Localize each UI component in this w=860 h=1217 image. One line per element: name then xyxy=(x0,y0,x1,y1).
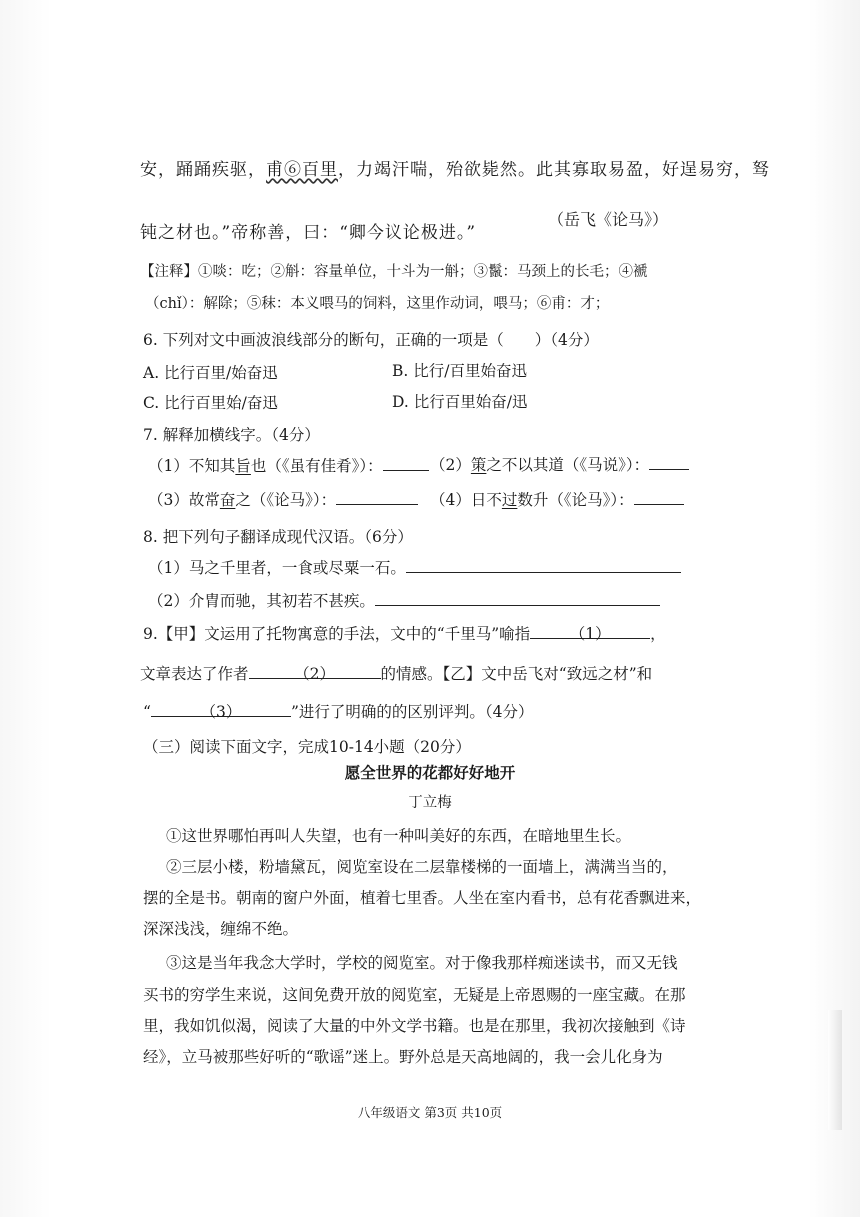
q6-option-a: A. 比行百里/始奋迅 xyxy=(143,364,278,382)
q7-item-3: （3）故常奋之（《论马》）： xyxy=(148,490,418,510)
q6-option-d: D. 比行百里始奋/迅 xyxy=(392,393,528,411)
paragraph-2-line-2: 摆的全是书。朝南的窗户外面，植着七里香。人坐在室内看书，总有花香飘进来， xyxy=(143,889,702,907)
paragraph-3-line-1: ③这是当年我念大学时，学校的阅览室。对于像我那样痴迷读书，而又无钱 xyxy=(166,954,678,972)
question-9-line-1: 9.【甲】文运用了托物寓意的手法，文中的“千里马”喻指 （1） ， xyxy=(143,625,666,643)
article-author: 丁立梅 xyxy=(408,795,452,811)
paragraph-3-line-3: 里，我如饥似渴，阅读了大量的中外文学书籍。也是在那里，我初次接触到《诗 xyxy=(143,1017,686,1035)
paragraph-1: ①这世界哪怕再叫人失望，也有一种叫美好的东西，在暗地里生长。 xyxy=(166,827,632,845)
paragraph-2-line-1: ②三层小楼，粉墙黛瓦，阅览室设在二层靠楼梯的一面墙上，满满当当的， xyxy=(166,858,678,876)
wavy-phrase: 甫⑥百里 xyxy=(266,160,338,180)
paragraph-2-line-3: 深深浅浅，缠绵不绝。 xyxy=(143,920,299,938)
q6-option-b: B. 比行/百里始奋迅 xyxy=(392,362,527,380)
paragraph-3-line-4: 经》，立马被那些好听的“歌谣”迷上。野外总是天高地阔的，我一会儿化身为 xyxy=(143,1048,663,1066)
q7-item-2: （2）策之不以其道（《马说》）： xyxy=(430,455,689,475)
article-title: 愿全世界的花都好好地开 xyxy=(344,763,516,782)
q8-item-1: （1）马之千里者，一食或尽粟一石。 xyxy=(148,558,681,578)
question-9-line-3: “ （3） ”进行了明确的的区别评判。（4分） xyxy=(143,703,534,721)
q7-item-1: （1）不知其旨也（《虽有佳肴》）： xyxy=(148,456,429,476)
q7-item-4: （4）日不过数升（《论马》）： xyxy=(430,490,684,510)
passage-line-1: 安，踊踊疾驱，甫⑥百里，力竭汗喘，殆欲毙然。此其寡取易盈，好逞易穷，驽 xyxy=(140,160,770,180)
notes-line-1: 【注释】①啖：吃；②斛：容量单位，十斗为一斛；③鬣：马颈上的长毛；④褫 xyxy=(140,264,648,280)
question-9-line-2: 文章表达了作者 （2） 的情感。【乙】文中岳飞对“致远之材”和 xyxy=(140,665,653,683)
section-3-heading: （三）阅读下面文字，完成10-14小题（20分） xyxy=(143,738,471,756)
q6-option-c: C. 比行百里始/奋迅 xyxy=(143,394,278,412)
passage-source: （岳飞《论马》） xyxy=(548,210,669,229)
passage-line-2: 钝之材也。”帝称善，曰：“卿今议论极进。” xyxy=(140,223,477,243)
page-footer: 八年级语文 第3页 共10页 xyxy=(357,1105,503,1120)
question-7: 7. 解释加横线字。（4分） xyxy=(143,426,320,444)
q8-item-2: （2）介胄而驰，其初若不甚疾。 xyxy=(148,591,660,611)
question-6: 6. 下列对文中画波浪线部分的断句，正确的一项是（ ）（4分） xyxy=(143,331,599,349)
notes-line-2: （chǐ）：解除；⑤秣：本义喂马的饲料，这里作动词，喂马；⑥甫：才； xyxy=(145,296,610,312)
scan-edge-shadow xyxy=(828,1010,842,1130)
paragraph-3-line-2: 买书的穷学生来说，这间免费开放的阅览室，无疑是上帝恩赐的一座宝藏。在那 xyxy=(143,986,686,1004)
question-8: 8. 把下列句子翻译成现代汉语。（6分） xyxy=(143,528,413,546)
